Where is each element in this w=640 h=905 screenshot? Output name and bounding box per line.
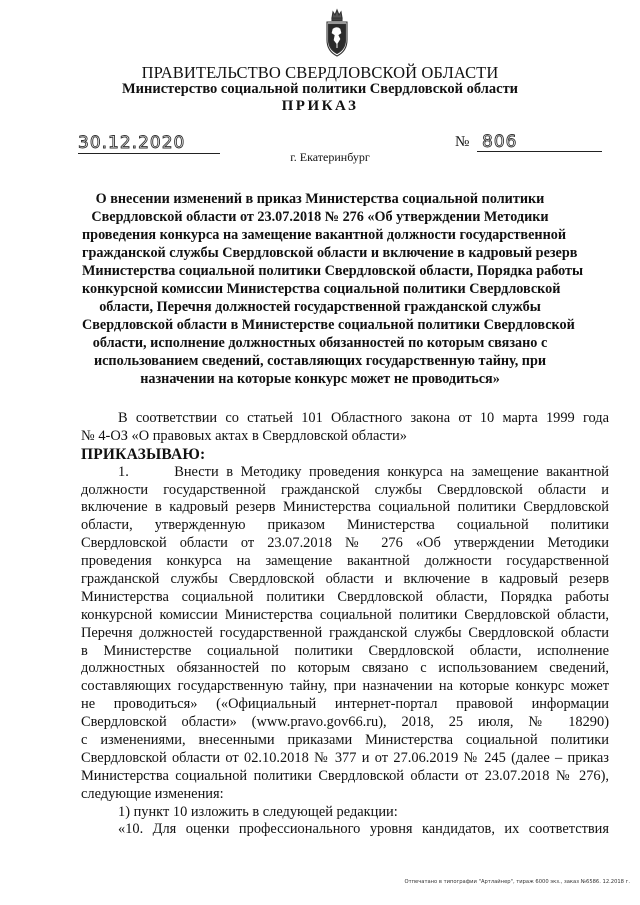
item1-line: конкурсной комиссии Министерства социальной политики Свердловской области,: [81, 606, 609, 623]
coat-of-arms-icon: [324, 7, 350, 59]
subitem-line: 1) пункт 10 изложить в следующей редакции:: [118, 803, 398, 820]
title-line: проведения конкурса на замещение вакантной должности государственной: [82, 227, 567, 243]
item1-line: 1. Внести в Методику проведения конкурса на замещение вакантной: [118, 463, 609, 480]
number-sign: №: [455, 134, 470, 150]
item1-line: составляющих государственную тайну, при назначении на которые конкурс может: [81, 678, 609, 695]
quote-line: «10. Для оценки профессионального уровня кандидатов, их соответствия: [118, 821, 609, 838]
ministry-name: Министерство социальной политики Свердловской области: [121, 81, 519, 97]
title-line: О внесении изменений в приказ Министерства социальной политики: [95, 191, 545, 207]
item1-line: в Министерстве социальной политики Свердловской области, исполнение: [81, 642, 609, 659]
document-date: 30.12.2020: [78, 133, 186, 153]
title-line: использованием сведений, составляющих государственную тайну, при: [93, 353, 547, 369]
document-number: 806: [482, 132, 518, 152]
printer-footer: Отпечатано в типографии "Артлайнер", тираж 6000 экз., заказ №6586. 12.2018 г.: [404, 879, 630, 885]
item1-line: гражданской службы Свердловской области и включение в кадровый резерв: [81, 571, 609, 588]
item1-line: включение в кадровый резерв Министерства социальной политики Свердловской: [81, 499, 609, 516]
item1-line: Свердловской области от 02.10.2018 № 377 и от 27.06.2019 № 245 (далее – приказ: [81, 749, 609, 766]
intro-line: № 4-ОЗ «О правовых актах в Свердловской области»: [81, 427, 407, 444]
item1-line: не проводиться» («Официальный интернет-портал правовой информации: [81, 696, 609, 713]
title-line: Свердловской области от 23.07.2018 № 276 «Об утверждении Методики: [91, 209, 549, 225]
item1-line: должности государственной гражданской службы Свердловской области и: [81, 481, 609, 498]
title-line: назначении на которые конкурс может не проводиться»: [140, 371, 500, 387]
document-title: [82, 190, 584, 388]
item1-line: Свердловской области» (www.pravo.gov66.ru), 2018, 25 июля, № 18290): [81, 714, 609, 731]
document-body: [81, 410, 609, 839]
government-name: ПРАВИТЕЛЬСТВО СВЕРДЛОВСКОЙ ОБЛАСТИ: [141, 63, 499, 82]
title-line: конкурсной комиссии Министерства социальной политики Свердловской: [82, 281, 561, 297]
title-line: области, Перечня должностей государственной гражданской службы: [99, 299, 541, 315]
item1-line: Министерства социальной политики Свердловской области от 23.07.2018 № 276),: [81, 767, 609, 784]
item1-line: должностных обязанностей по которым связано с использованием сведений,: [81, 660, 609, 677]
item1-line: проведения конкурса на замещение вакантной должности государственной: [81, 553, 609, 570]
title-line: области, исполнение должностных обязанностей по которым связано с: [92, 335, 548, 351]
title-line: гражданской службы Свердловской области и включение в кадровый резерв: [82, 245, 578, 261]
item1-line: с изменениями, внесенными приказами Министерства социальной политики: [81, 732, 609, 749]
item1-line: области, утвержденную приказом Министерства социальной политики: [81, 517, 609, 534]
title-line: Свердловской области в Министерстве социальной политики Свердловской: [82, 317, 575, 333]
item1-line: следующие изменения:: [81, 785, 224, 802]
item1-line: Свердловской области от 23.07.2018 № 276 «Об утверждении Методики: [81, 535, 609, 552]
item1-line: Министерства социальной политики Свердловской области, Порядка работы: [81, 588, 609, 605]
order-word: ПРИКАЗЫВАЮ:: [81, 445, 206, 463]
intro-line: В соответствии со статьей 101 Областного закона от 10 марта 1999 года: [118, 410, 609, 426]
city: г. Екатеринбург: [290, 150, 370, 164]
item1-line: Перечня должностей государственной гражданской службы Свердловской области: [81, 624, 609, 641]
document-type: ПРИКАЗ: [281, 98, 359, 114]
title-line: Министерства социальной политики Свердловской области, Порядка работы: [82, 263, 584, 279]
